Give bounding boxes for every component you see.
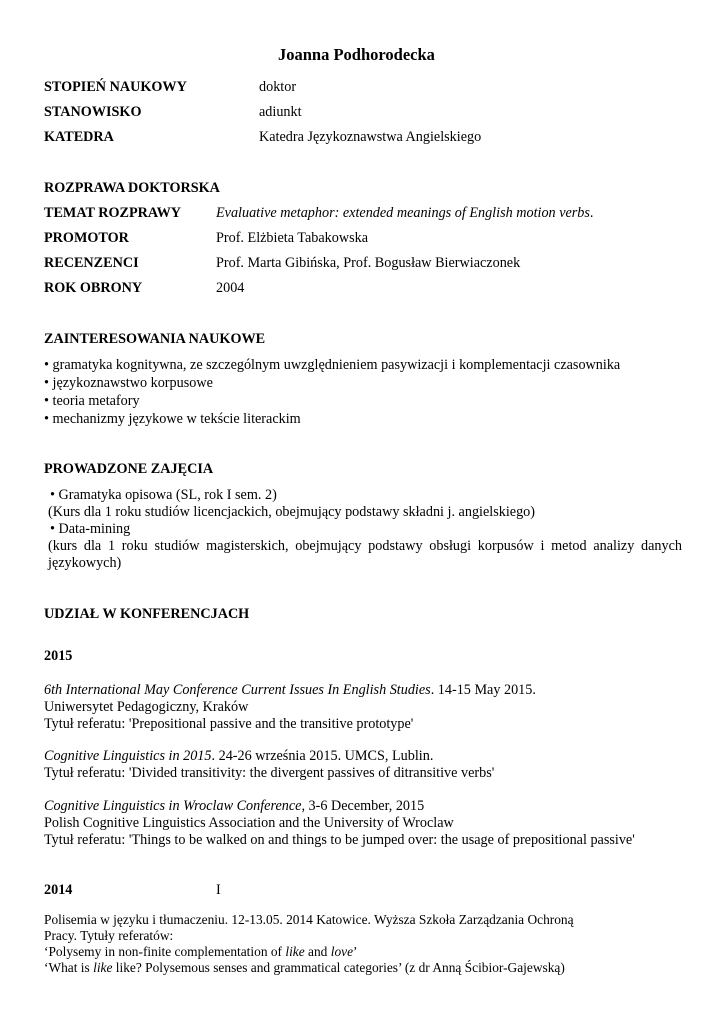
position-label: STANOWISKO [44,104,142,120]
thesis-topic-text: Evaluative metaphor: extended meanings of English motion verbs [216,205,590,221]
position-value: adiunkt [259,104,302,120]
conferences-heading: UDZIAŁ W KONFERENCJACH [44,606,250,622]
conference-paper: Tytuł referatu: 'Things to be walked on and things to be jumped over: the usage of prepositional passive' [44,832,635,848]
paper-italic: like [285,944,305,959]
conference-title [44,682,536,699]
conference-paper: Tytuł referatu: 'Divided transitivity: the divergent passives of ditransitive verbs' [44,765,495,781]
interest-text: mechanizmy językowe w tekście literackim [52,411,301,427]
course-title-text: Data-mining [58,521,131,537]
conference-venue: Uniwersytet Pedagogiczny, Kraków [44,699,249,715]
course-description-cont: językowych) [48,555,122,571]
year-2014-mark: I [216,882,221,898]
conference-title [44,748,433,765]
course-description: (kurs dla 1 roku studiów magisterskich, obejmujący podstawy obsługi korpusów i metod analizy danych [48,538,682,554]
conference-name: Cognitive Linguistics in 2015 [44,748,212,764]
bullet-icon: • [44,411,49,427]
thesis-topic-value [216,205,593,222]
interest-text: językoznawstwo korpusowe [52,375,213,391]
paper-italic: love [330,944,354,959]
conference-2014-paper [44,960,565,976]
degree-value: doktor [259,79,297,95]
interest-item [44,411,301,428]
reviewers-label: RECENZENCI [44,255,139,271]
conference-venue: Polish Cognitive Linguistics Association and the University of Wroclaw [44,815,454,831]
conference-paper: Tytuł referatu: 'Prepositional passive and the transitive prototype' [44,716,414,732]
paper-text: ’ [353,944,358,959]
bullet-icon: • [50,487,55,503]
defense-year-value: 2004 [216,280,245,296]
paper-italic: like [93,960,113,975]
interest-item [44,393,140,410]
conference-name: 6th International May Conference Current Issues In English Studies [44,682,431,698]
promoter-label: PROMOTOR [44,230,129,246]
course-title-text: Gramatyka opisowa (SL, rok I sem. 2) [58,487,277,503]
person-name: Joanna Podhorodecka [278,45,435,64]
conference-2014-paper [44,944,358,960]
paper-text: ‘What is [44,960,94,975]
interest-text: teoria metafory [52,393,140,409]
year-2015: 2015 [44,648,73,664]
course-title [50,521,130,538]
department-label: KATEDRA [44,129,114,145]
conference-date: , 3-6 December, 2015 [301,798,425,814]
bullet-icon: • [44,393,49,409]
conference-2014-line: Pracy. Tytuły referatów: [44,928,174,943]
promoter-value: Prof. Elżbieta Tabakowska [216,230,369,246]
bullet-icon: • [50,521,55,537]
interest-item [44,375,213,392]
paper-text: ‘Polysemy in non-finite complementation of [44,944,286,959]
conference-name: Cognitive Linguistics in Wroclaw Conference [44,798,302,814]
year-2014: 2014 [44,882,73,898]
courses-heading: PROWADZONE ZAJĘCIA [44,461,214,477]
degree-label: STOPIEŃ NAUKOWY [44,79,187,95]
thesis-heading: ROZPRAWA DOKTORSKA [44,180,220,196]
thesis-topic-suffix: . [589,205,594,221]
conference-date: . 14-15 May 2015. [430,682,536,698]
conference-2014-line: Polisemia w języku i tłumaczeniu. 12-13.05. 2014 Katowice. Wyższa Szkoła Zarządzania Ochroną [44,912,574,927]
course-description: (Kurs dla 1 roku studiów licencjackich, obejmujący podstawy składni j. angielskiego) [48,504,535,520]
interests-heading: ZAINTERESOWANIA NAUKOWE [44,331,266,347]
bullet-icon: • [44,357,49,373]
interest-text: gramatyka kognitywna, ze szczególnym uwzględnieniem pasywizacji i komplementacji czasownika [52,357,621,373]
bullet-icon: • [44,375,49,391]
course-title [50,487,277,504]
defense-year-label: ROK OBRONY [44,280,143,296]
paper-text: like? Polysemous senses and grammatical categories’ (z dr Anną Ścibior-Gajewską) [112,960,565,975]
thesis-topic-label: TEMAT ROZPRAWY [44,205,182,221]
department-value: Katedra Językoznawstwa Angielskiego [259,129,482,145]
conference-title [44,798,424,815]
paper-text: and [304,944,331,959]
reviewers-value: Prof. Marta Gibińska, Prof. Bogusław Bierwiaczonek [216,255,521,271]
interest-item [44,357,620,374]
conference-date: . 24-26 września 2015. UMCS, Lublin. [211,748,434,764]
